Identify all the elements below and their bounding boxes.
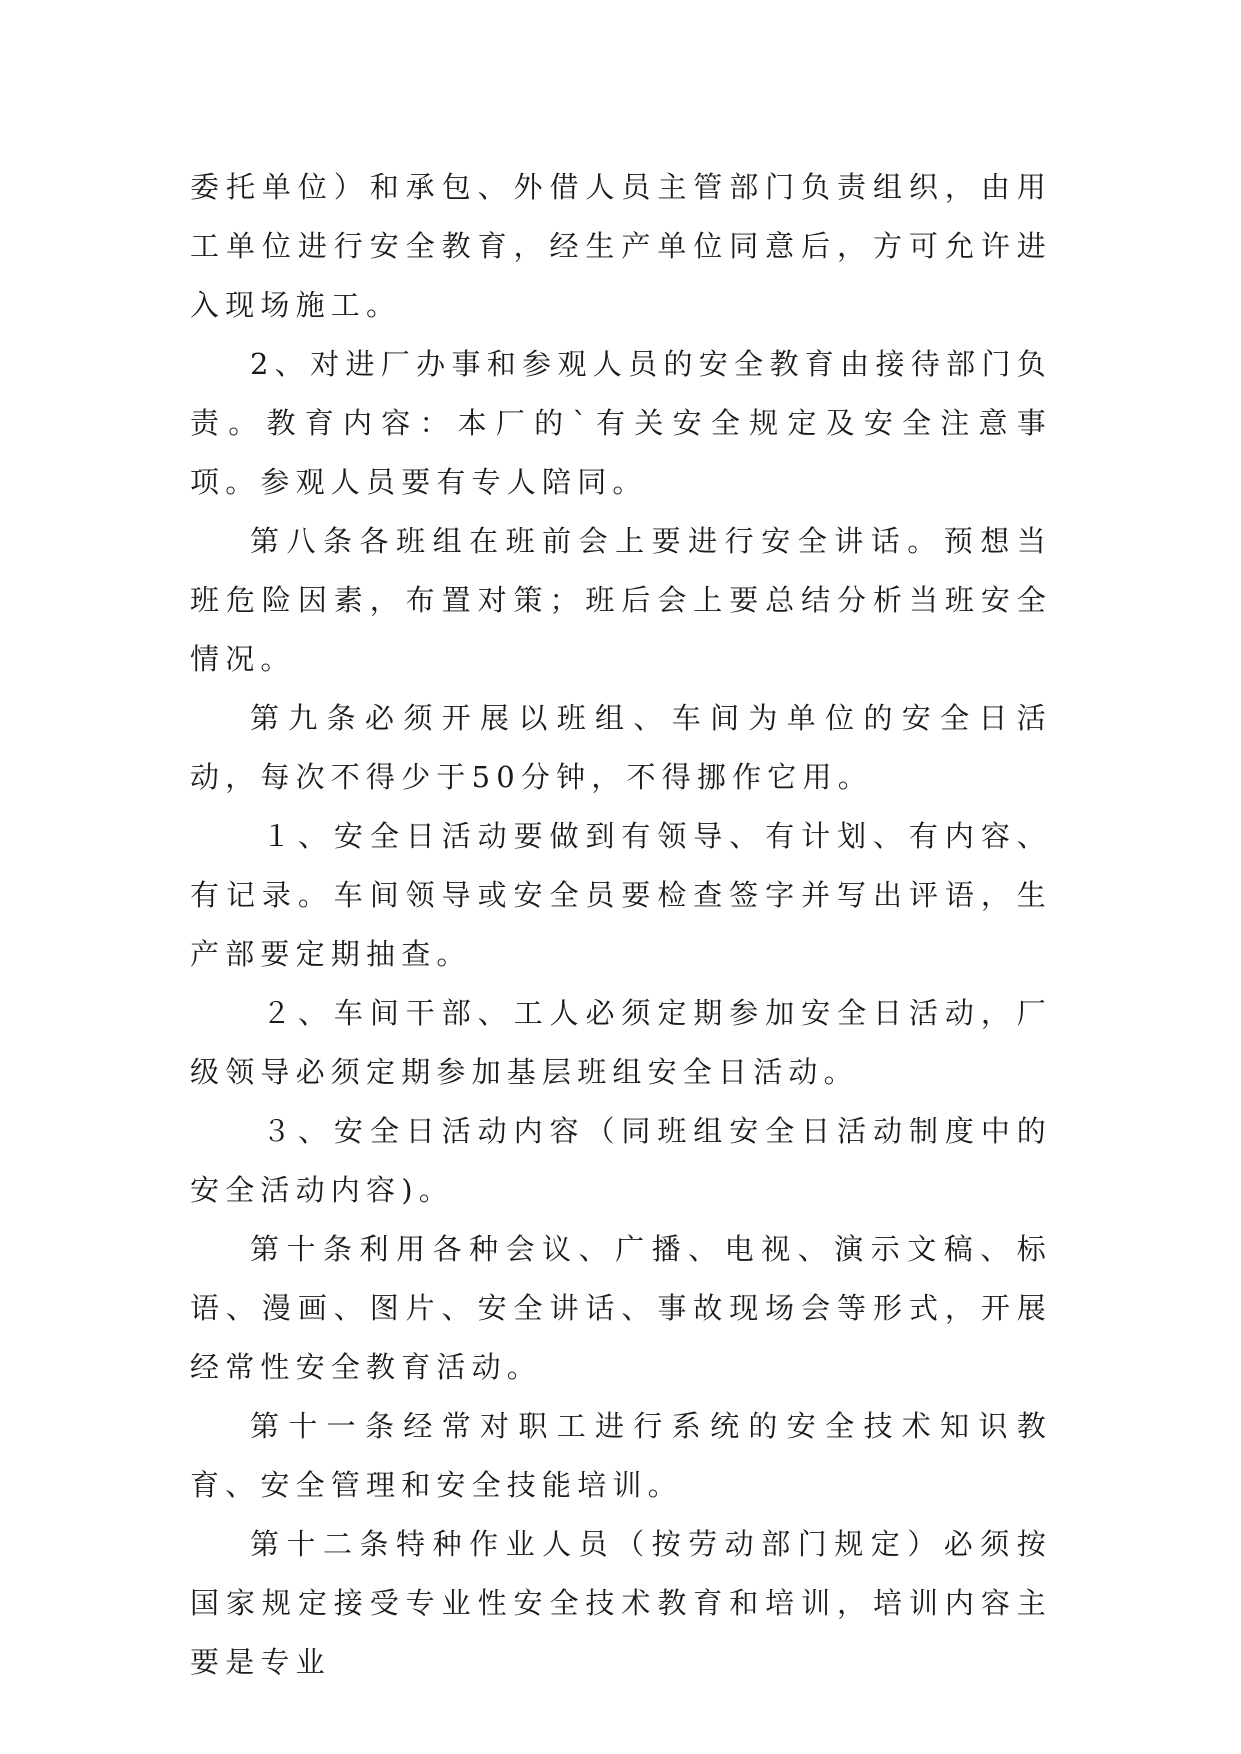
paragraph-item-2-participation: ２、车间干部、工人必须定期参加安全日活动，厂级领导必须定期参加基层班组安全日活动。	[190, 996, 1052, 1089]
paragraph-article-12: 第十二条特种作业人员（按劳动部门规定）必须按国家规定接受专业性安全技术教育和培训，培训内容主要是专业	[190, 1527, 1052, 1679]
paragraph-article-9: 第九条必须开展以班组、车间为单位的安全日活动，每次不得少于50分钟，不得挪作它用。	[190, 701, 1052, 794]
paragraph-article-10: 第十条利用各种会议、广播、电视、演示文稿、标语、漫画、图片、安全讲话、事故现场会等形式，开展经常性安全教育活动。	[190, 1232, 1052, 1384]
paragraph-article-8: 第八条各班组在班前会上要进行安全讲话。预想当班危险因素，布置对策；班后会上要总结分析当班安全情况。	[190, 524, 1052, 676]
document-body	[190, 158, 1052, 1692]
paragraph-item-1-safety-day: １、安全日活动要做到有领导、有计划、有内容、有记录。车间领导或安全员要检查签字并写出评语，生产部要定期抽查。	[190, 819, 1052, 971]
paragraph-article-11: 第十一条经常对职工进行系统的安全技术知识教育、安全管理和安全技能培训。	[190, 1409, 1052, 1502]
paragraph-item-2-visitors: 2、对进厂办事和参观人员的安全教育由接待部门负责。教育内容：本厂的`有关安全规定及安全注意事项。参观人员要有专人陪同。	[190, 347, 1052, 499]
paragraph-continuation: 委托单位）和承包、外借人员主管部门负责组织，由用工单位进行安全教育，经生产单位同意后，方可允许进入现场施工。	[190, 170, 1052, 322]
paragraph-item-3-content: ３、安全日活动内容（同班组安全日活动制度中的安全活动内容)。	[190, 1114, 1052, 1207]
